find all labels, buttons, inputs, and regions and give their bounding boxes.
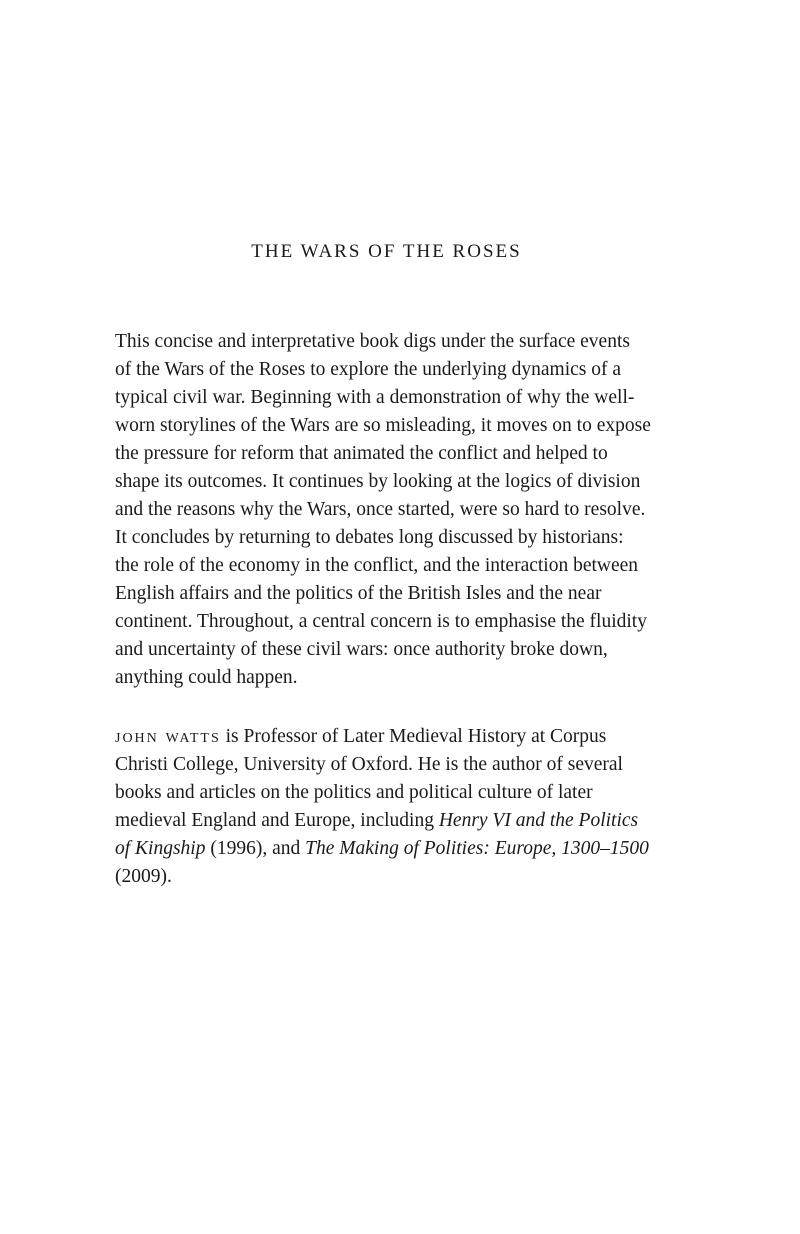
book-title-henry-vi: Henry VI and the Politics — [438, 810, 639, 831]
bio-text: (1996), and — [205, 838, 306, 859]
book-description — [115, 328, 675, 692]
description-line: It concludes by returning to debates long discussed by historians: — [115, 527, 624, 548]
description-line: and uncertainty of these civil wars: once authority broke down, — [115, 639, 608, 660]
bio-text: medieval England and Europe, including — [115, 810, 439, 831]
book-title-henry-vi-cont: of Kingship — [115, 838, 206, 859]
description-line: and the reasons why the Wars, once started, were so hard to resolve. — [115, 499, 646, 520]
bio-line — [115, 807, 675, 835]
description-line: continent. Throughout, a central concern is to emphasise the fluidity — [115, 611, 647, 632]
bio-line: books and articles on the politics and political culture of later — [115, 782, 593, 803]
bio-line — [115, 835, 675, 863]
bio-line: Christi College, University of Oxford. He is the author of several — [115, 754, 623, 775]
description-line: worn storylines of the Wars are so misleading, it moves on to expose — [115, 415, 651, 436]
description-line: the pressure for reform that animated the conflict and helped to — [115, 443, 608, 464]
book-title: THE WARS OF THE ROSES — [251, 241, 522, 262]
bio-line: (2009). — [115, 866, 172, 887]
description-line: English affairs and the politics of the British Isles and the near — [115, 583, 602, 604]
description-line: the role of the economy in the conflict, and the interaction between — [115, 555, 639, 576]
author-bio — [115, 723, 675, 891]
description-line: anything could happen. — [115, 667, 298, 688]
author-name: john watts — [115, 726, 221, 747]
bio-text: is Professor of Later Medieval History at Corpus — [220, 726, 607, 747]
book-title-making-of-polities: The Making of Polities: Europe, 1300–1500 — [305, 838, 649, 859]
description-line: This concise and interpretative book digs under the surface events — [115, 331, 630, 352]
description-line: typical civil war. Beginning with a demonstration of why the well- — [115, 387, 635, 408]
bio-line — [115, 723, 675, 751]
description-line: of the Wars of the Roses to explore the underlying dynamics of a — [115, 359, 622, 380]
description-line: shape its outcomes. It continues by looking at the logics of division — [115, 471, 641, 492]
